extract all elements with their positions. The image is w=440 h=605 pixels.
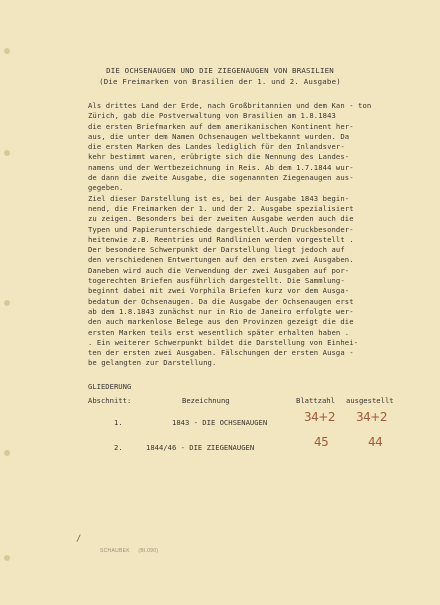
- text-line: . Ein weiterer Schwerpunkt bildet die Darstellung von Einhei-: [88, 337, 359, 347]
- footer-code: (Bl.090): [138, 548, 159, 554]
- punch-hole: [4, 450, 10, 456]
- footer-imprint: [100, 548, 158, 554]
- text-line: ten der ersten zwei Ausgaben. Fälschungen der ersten Ausga -: [88, 348, 354, 358]
- text-line: Typen und Papierunterschiede dargestellt.Auch Druckbesonder-: [88, 224, 354, 234]
- outline-row-pages: 45: [314, 435, 329, 449]
- text-line: nend, die Freimarken der 1. und der 2. Ausgabe spezialisiert: [88, 203, 354, 213]
- punch-hole: [4, 555, 10, 561]
- outline-row-num: 2.: [114, 443, 123, 452]
- text-line: namens und der Wertbezeichnung in Reis. Ab dem 1.7.1844 wur-: [88, 162, 354, 172]
- outline-heading: GLIEDERUNG: [88, 382, 132, 391]
- text-line: den verschiedenen Entwertungen auf den ersten zwei Ausgaben.: [88, 255, 354, 265]
- text-line: Zürich, gab die Postverwaltung von Brasilien am 1.8.1843: [88, 111, 336, 121]
- text-line: kehr bestimmt waren, erübrigte sich die Nennung des Landes-: [88, 152, 350, 162]
- outline-row-pages: 34+2: [304, 410, 335, 424]
- margin-mark: /: [76, 534, 82, 544]
- text-line: die ersten Briefmarken auf dem amerikanischen Kontinent her-: [88, 121, 354, 131]
- punch-hole: [4, 150, 10, 156]
- outline-row-name: 1844/46 - DIE ZIEGENAUGEN: [146, 443, 255, 452]
- text-line: die ersten Marken des Landes lediglich für den Inlandsver-: [88, 142, 345, 152]
- text-line: ersten Marken teils erst wesentlich später erhalten haben .: [88, 327, 350, 337]
- punch-holes: [4, 0, 16, 605]
- outline-row-num: 1.: [114, 418, 123, 427]
- text-line: Ziel dieser Darstellung ist es, bei der Ausgabe 1843 begin-: [88, 193, 350, 203]
- outline-row-name: 1843 - DIE OCHSENAUGEN: [172, 418, 268, 427]
- outline-col-shown: ausgestellt: [346, 396, 394, 405]
- text-line: beginnt dabei mit zwei Vorphila Briefen kurz vor dem Ausga-: [88, 286, 350, 296]
- body-text: [88, 101, 408, 369]
- text-line: gegeben.: [88, 183, 124, 193]
- text-line: aus, die unter dem Namen Ochsenaugen weltbekannt wurden. Da: [88, 131, 350, 141]
- text-line: bedatum der Ochsenaugen. Da die Ausgabe der Ochsenaugen erst: [88, 296, 354, 306]
- page-title: DIE OCHSENAUGEN UND DIE ZIEGENAUGEN VON BRASILIEN: [106, 66, 334, 75]
- outline-col-name: Bezeichnung: [182, 396, 230, 405]
- text-line: ab dem 1.8.1843 zunächst nur in Rio de Janeiro erfolgte wer-: [88, 306, 354, 316]
- text-line: Als drittes Land der Erde, nach Großbritannien und dem Kan - ton: [88, 101, 372, 110]
- text-line: togerechten Briefen ausführlich dargestellt. Die Sammlung-: [88, 276, 345, 286]
- text-line: zu zeigen. Besonders bei der zweiten Ausgabe werden auch die: [88, 214, 354, 224]
- text-line: den auch markenlose Belege aus den Provinzen gezeigt die die: [88, 317, 354, 327]
- text-line: heitenwie z.B. Reentries und Randlinien werden vorgestellt .: [88, 234, 354, 244]
- text-line: Der besondere Schwerpunkt der Darstellung liegt jedoch auf: [88, 245, 345, 255]
- outline-row-shown: 44: [368, 435, 383, 449]
- punch-hole: [4, 48, 10, 54]
- text-line: Daneben wird auch die Verwendung der zwei Ausgaben auf por-: [88, 265, 350, 275]
- outline-col-pages: Blattzahl: [296, 396, 335, 405]
- punch-hole: [4, 300, 10, 306]
- text-line: de dann die zweite Ausgabe, die sogenannten Ziegenaugen aus-: [88, 173, 354, 183]
- outline-col-section: Abschnitt:: [88, 396, 132, 405]
- outline-row-shown: 34+2: [356, 410, 387, 424]
- footer-brand: SCHAUBEK: [100, 548, 130, 554]
- text-line: be gelangten zur Darstellung.: [88, 358, 217, 368]
- page-subtitle: (Die Freimarken von Brasilien der 1. und 2. Ausgabe): [99, 77, 341, 86]
